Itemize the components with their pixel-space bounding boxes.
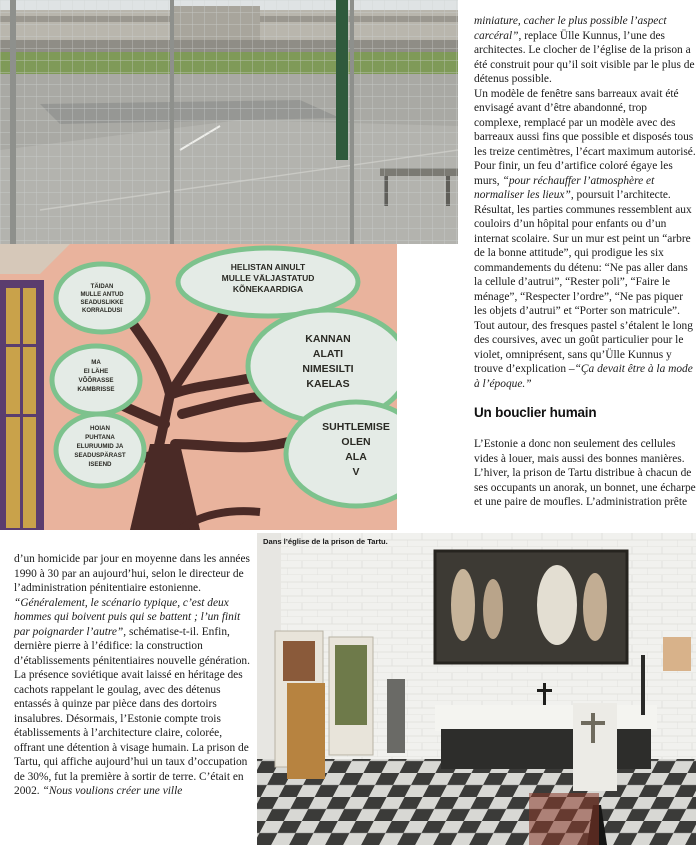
mural-bubble-line: OLEN [341,436,371,448]
mural-bubble-line: ISEEND [88,461,112,468]
quote-text: “Généralement, le scénario typique, c’est deux hommes qui boivent puis qui se battent ; l’un finit par poignarder l’autre” [14,596,241,638]
mural-bubble-line: TÄIDAN [90,284,114,290]
photo-prison-church [257,533,696,845]
article-column-right-bottom [474,437,696,510]
mural-bubble-line: ALATI [312,348,344,360]
mural-bubble-line: PUHTANA [85,434,115,441]
mural-bubble-3 [52,346,140,414]
mural-bubble-6 [286,402,397,506]
mural-bubble-line: VÕÕRASSE [78,377,114,384]
body-text: L’Estonie a donc non seulement des cellules vides à louer, mais aussi des bonnes manières. L’hiver, la prison de Tartu distribue à chacun de ses occupants un anorak, un bonnet, une écharpe et une paire de moufles. L’administration prête [474,438,696,508]
photo-caption: Dans l’église de la prison de Tartu. [263,537,388,546]
body-text: , replace Ülle Kunnus, l’une des architectes. Le clocher de l’église de la prison a été construit pour qu’il soit visible par le plus de détenus possible. [474,29,695,85]
quote-text: “Nous voulions créer une ville [42,785,183,797]
body-text: , poursuit l’architecte. Résultat, les parties communes ressemblent aux couloirs d’un hôpital pour enfants ou d’un internat scolaire. Sur un mur est peint un “arbre de la bonne attitude”, qui prodigue les six commandements du détenu: “Ne pas aller dans la cellule d’autrui”, “Rester poli”, “Faire le ménage”, “Respecter l’ordre”, “Ne pas piquer les objets d’autrui” et “Porter son matricule”. Tout autour, des fresques pastel s’étalent le long des coursives, avec un goût particulier pour le violet, omniprésent, sans qu’Ülle Kunnus y trouve d’explication – [474,189,693,375]
mural-bubble-line: EI LÄHE [83,368,109,375]
body-text: , schématise-t-il. Enfin, dernière pierre à l’édifice: la construction d’établissements pénitentiaires nouvelle génération. La présence soviétique avait laissé en héritage des cachots rappelant le goulag, avec des détenus entassés à quinze par pièce dans des dortoirs insalubres. Désormais, l’Estonie compte trois établissements à l’architecture claire, colorée, offrant une détention à visage humain. La prison de Tartu, qui affiche aujourd’hui un taux d’occupation de 30%, fut la première à sortir de terre. C’était en 2002. [14,625,250,797]
article-column-left-bottom [14,552,250,799]
photo-mural-tree [0,244,397,530]
photo-prison-yard-fence [0,0,458,244]
article-paragraph [14,552,250,799]
mural-bubble-line: KANNAN [305,333,351,345]
mural-bubble-5 [56,414,144,486]
svg-text:HELISTAN AINULTMULLE VÄLJASTAT [222,262,315,294]
mural-bubble-line: ELURUUMID JA [76,443,124,450]
mural-bubble-line: ALA [345,451,367,463]
mural-bubble-line: V [352,466,360,478]
mural-bubble-line: MA [91,359,101,366]
mural-bubble-1 [56,264,148,332]
mural-bubble-line: KORRALDUSI [82,308,122,314]
article-column-right-top [474,14,696,391]
article-paragraph [474,14,696,87]
quote-text: “pour réchauffer l’atmosphère et normaliser les lieux” [474,174,655,201]
mural-bubble-line: MULLE VÄLJASTATUD [221,273,315,283]
mural-bubble-line: SEADUSLIKKE [80,300,124,306]
mural-bubble-line: NIMESILTI [302,363,354,375]
article-paragraph [474,87,696,392]
section-heading: Un bouclier humain [474,405,597,420]
quote-text: miniature, cacher le plus possible l’aspect carcéral” [474,15,667,42]
mural-bubble-line: SUHTLEMISE [322,421,390,433]
body-text: Un modèle de fenêtre sans barreaux avait été envisagé avant d’être abandonné, trop complexe, remplacé par un modèle avec des barreaux aussi fins que possible et disposés tous les treize centimètres, l’écart maximum autorisé. Pour finir, un feu d’artifice coloré égaye les murs, [474,87,696,187]
mural-bubble-line: HOIAN [90,425,110,432]
mural-bubble-line: MULLE ANTUD [80,292,124,298]
mural-bubble-line: KAELAS [306,378,350,390]
mural-bubble-line: KAMBRISSE [77,386,115,393]
mural-bubble-2 [178,248,358,316]
mural-bubble-line: HELISTAN AINULT [230,262,306,272]
mural-bubble-line: KÕNEKAARDIGA [232,284,304,294]
quote-text: “Ça devait être à la mode à l’époque.” [474,363,693,390]
mural-bubble-line: SEADUSPÄRAST [74,452,126,459]
article-paragraph [474,437,696,510]
body-text: d’un homicide par jour en moyenne dans les années 1990 à 30 par an aujourd’hui, selon le directeur de l’administration pénitentiaire estonienne. [14,553,250,594]
